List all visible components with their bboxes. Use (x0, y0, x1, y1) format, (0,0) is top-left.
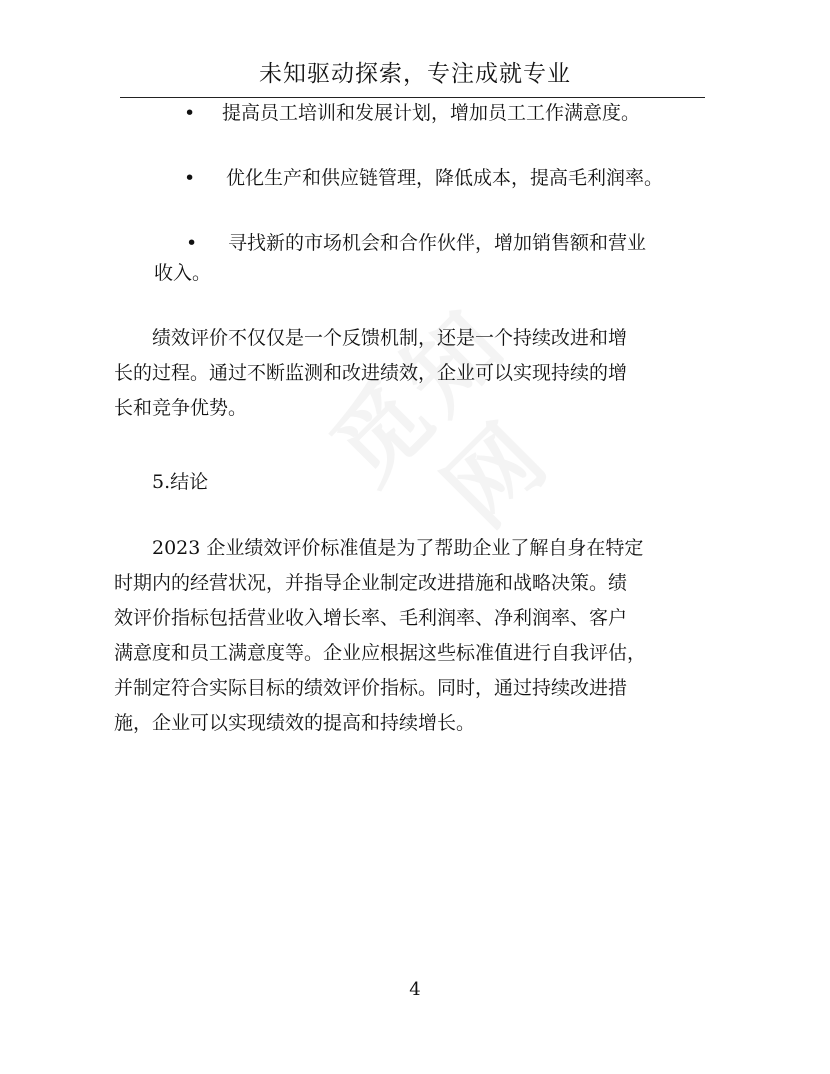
paragraph-line: 时期内的经营状况，并指导企业制定改进措施和战略决策。绩 (114, 572, 628, 594)
paragraph-line: 长的过程。通过不断监测和改进绩效，企业可以实现持续的增 (114, 362, 628, 384)
paragraph-line: 满意度和员工满意度等。企业应根据这些标准值进行自我评估， (114, 642, 647, 664)
bullet-icon: • (184, 167, 196, 189)
paragraph-line: 2023 企业绩效评价标准值是为了帮助企业了解自身在特定 (152, 537, 644, 559)
section-heading: 5.结论 (152, 471, 209, 493)
watermark (289, 264, 551, 526)
paragraph-line: 效评价指标包括营业收入增长率、毛利润率、净利润率、客户 (114, 607, 628, 629)
bullet-icon: • (184, 102, 196, 124)
paragraph-line: 长和竞争优势。 (114, 397, 248, 419)
paragraph-line: 施，企业可以实现绩效的提高和持续增长。 (114, 712, 476, 734)
bullet-text-continued: 收入。 (154, 262, 212, 284)
bullet-text: 提高员工培训和发展计划，增加员工工作满意度。 (222, 102, 641, 124)
bullet-text: 优化生产和供应链管理，降低成本，提高毛利润率。 (226, 167, 664, 189)
bullet-text: 寻找新的市场机会和合作伙伴，增加销售额和营业 (228, 232, 647, 254)
paragraph-line: 绩效评价不仅仅是一个反馈机制，还是一个持续改进和增 (152, 327, 628, 349)
page-number: 4 (409, 979, 421, 1000)
paragraph-line: 并制定符合实际目标的绩效评价指标。同时，通过持续改进措 (114, 677, 628, 699)
header-title: 未知驱动探索，专注成就专业 (259, 61, 571, 87)
bullet-icon: • (186, 232, 198, 254)
